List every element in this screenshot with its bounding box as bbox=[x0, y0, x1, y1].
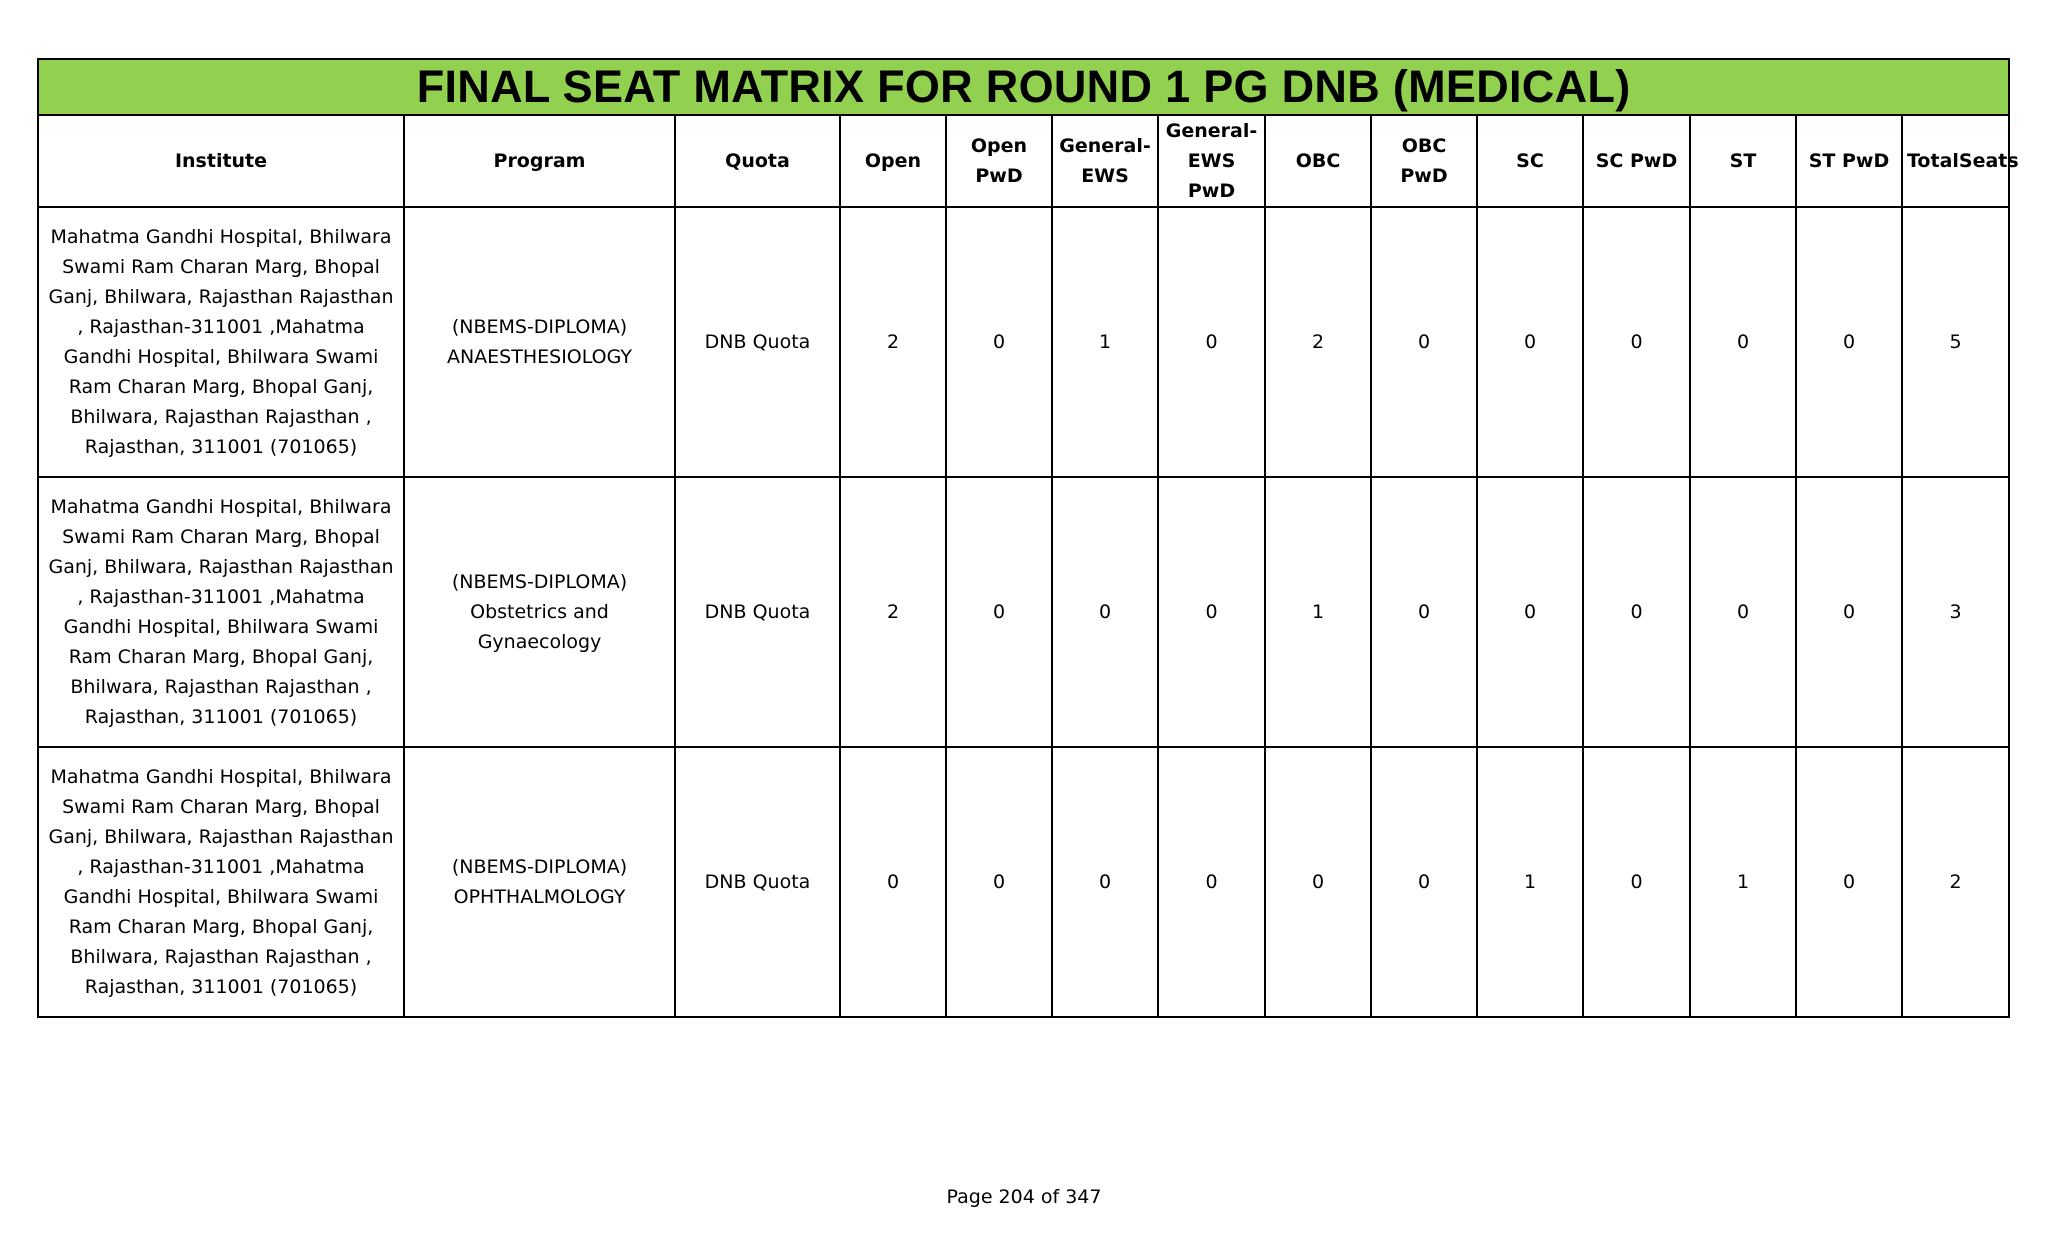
open-pwd-cell: 0 bbox=[946, 477, 1052, 747]
column-header-general-ews: General- EWS bbox=[1052, 115, 1158, 207]
column-header-general-ews-pwd: General- EWS PwD bbox=[1158, 115, 1265, 207]
open-cell: 2 bbox=[840, 207, 946, 477]
sc-pwd-cell: 0 bbox=[1583, 477, 1690, 747]
table-title: FINAL SEAT MATRIX FOR ROUND 1 PG DNB (MEDICAL) bbox=[38, 59, 2009, 115]
program-cell: (NBEMS-DIPLOMA) OPHTHALMOLOGY bbox=[404, 747, 675, 1017]
open-cell: 0 bbox=[840, 747, 946, 1017]
general-ews-pwd-cell: 0 bbox=[1158, 747, 1265, 1017]
st-cell: 1 bbox=[1690, 747, 1796, 1017]
sc-pwd-cell: 0 bbox=[1583, 747, 1690, 1017]
st-cell: 0 bbox=[1690, 477, 1796, 747]
total-seats-cell: 2 bbox=[1902, 747, 2009, 1017]
general-ews-pwd-cell: 0 bbox=[1158, 477, 1265, 747]
st-cell: 0 bbox=[1690, 207, 1796, 477]
column-header-obc-pwd: OBC PwD bbox=[1371, 115, 1477, 207]
column-header-open: Open bbox=[840, 115, 946, 207]
sc-cell: 0 bbox=[1477, 207, 1583, 477]
obc-pwd-cell: 0 bbox=[1371, 477, 1477, 747]
program-cell: (NBEMS-DIPLOMA) Obstetrics and Gynaecology bbox=[404, 477, 675, 747]
header-row bbox=[38, 115, 2009, 207]
institute-cell: Mahatma Gandhi Hospital, Bhilwara Swami Ram Charan Marg, Bhopal Ganj, Bhilwara, Rajasthan Rajasthan , Rajasthan-311001 ,Mahatma Gandhi Hospital, Bhilwara Swami Ram Charan Marg, Bhopal Ganj, Bhilwara, Rajasthan Rajasthan , Rajasthan, 311001 (701065) bbox=[38, 747, 404, 1017]
seat-matrix-table bbox=[37, 58, 2019, 1018]
column-header-sc: SC bbox=[1477, 115, 1583, 207]
table-row bbox=[38, 747, 2009, 1017]
sc-cell: 0 bbox=[1477, 477, 1583, 747]
open-pwd-cell: 0 bbox=[946, 207, 1052, 477]
column-header-st: ST bbox=[1690, 115, 1796, 207]
total-seats-cell: 5 bbox=[1902, 207, 2009, 477]
general-ews-pwd-cell: 0 bbox=[1158, 207, 1265, 477]
column-header-open-pwd: Open PwD bbox=[946, 115, 1052, 207]
open-pwd-cell: 0 bbox=[946, 747, 1052, 1017]
column-header-program: Program bbox=[404, 115, 675, 207]
column-header-total-seats: TotalSeats bbox=[1902, 115, 2009, 207]
institute-cell: Mahatma Gandhi Hospital, Bhilwara Swami Ram Charan Marg, Bhopal Ganj, Bhilwara, Rajasthan Rajasthan , Rajasthan-311001 ,Mahatma Gandhi Hospital, Bhilwara Swami Ram Charan Marg, Bhopal Ganj, Bhilwara, Rajasthan Rajasthan , Rajasthan, 311001 (701065) bbox=[38, 207, 404, 477]
column-header-quota: Quota bbox=[675, 115, 840, 207]
general-ews-cell: 0 bbox=[1052, 477, 1158, 747]
st-pwd-cell: 0 bbox=[1796, 747, 1902, 1017]
general-ews-cell: 1 bbox=[1052, 207, 1158, 477]
st-pwd-cell: 0 bbox=[1796, 207, 1902, 477]
institute-cell: Mahatma Gandhi Hospital, Bhilwara Swami Ram Charan Marg, Bhopal Ganj, Bhilwara, Rajasthan Rajasthan , Rajasthan-311001 ,Mahatma Gandhi Hospital, Bhilwara Swami Ram Charan Marg, Bhopal Ganj, Bhilwara, Rajasthan Rajasthan , Rajasthan, 311001 (701065) bbox=[38, 477, 404, 747]
column-header-sc-pwd: SC PwD bbox=[1583, 115, 1690, 207]
obc-pwd-cell: 0 bbox=[1371, 207, 1477, 477]
obc-cell: 0 bbox=[1265, 747, 1371, 1017]
quota-cell: DNB Quota bbox=[675, 477, 840, 747]
st-pwd-cell: 0 bbox=[1796, 477, 1902, 747]
quota-cell: DNB Quota bbox=[675, 207, 840, 477]
quota-cell: DNB Quota bbox=[675, 747, 840, 1017]
table-row bbox=[38, 207, 2009, 477]
open-cell: 2 bbox=[840, 477, 946, 747]
obc-cell: 1 bbox=[1265, 477, 1371, 747]
page-number: Page 204 of 347 bbox=[946, 1186, 1102, 1208]
table-row bbox=[38, 477, 2009, 747]
program-cell: (NBEMS-DIPLOMA) ANAESTHESIOLOGY bbox=[404, 207, 675, 477]
column-header-st-pwd: ST PwD bbox=[1796, 115, 1902, 207]
general-ews-cell: 0 bbox=[1052, 747, 1158, 1017]
sc-cell: 1 bbox=[1477, 747, 1583, 1017]
total-seats-cell: 3 bbox=[1902, 477, 2009, 747]
obc-cell: 2 bbox=[1265, 207, 1371, 477]
sc-pwd-cell: 0 bbox=[1583, 207, 1690, 477]
obc-pwd-cell: 0 bbox=[1371, 747, 1477, 1017]
column-header-institute: Institute bbox=[38, 115, 404, 207]
column-header-obc: OBC bbox=[1265, 115, 1371, 207]
